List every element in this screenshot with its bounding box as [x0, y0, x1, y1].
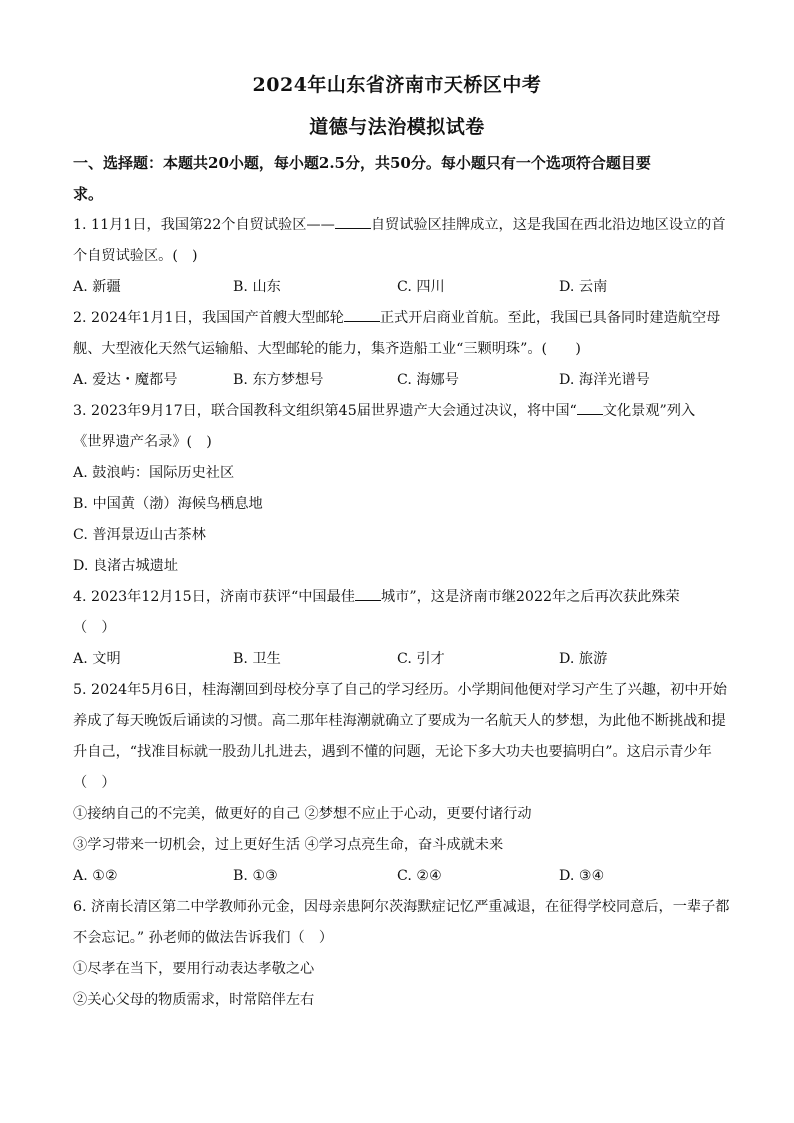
question-2-options: [73, 365, 733, 396]
option-c: C. 海娜号: [397, 372, 459, 388]
option-b: B. 卫生: [233, 651, 281, 667]
option-a: A. ①②: [73, 868, 118, 884]
question-5-line: 养成了每天晚饭后诵读的习惯。高二那年桂海潮就确立了要成为一名航天人的梦想，为此他不断挑战和提: [73, 713, 726, 729]
option-b: B. 中国黄（渤）海候鸟栖息地: [73, 496, 263, 512]
option-d: D. 旅游: [559, 651, 608, 667]
question-1-line: [73, 210, 733, 241]
question-5-line: 升自己，“找准目标就一股劲儿扎进去，遇到不懂的问题，无论下多大功夫也要搞明白”。这启示青少年: [73, 744, 712, 760]
question-6-line: 不会忘记。” 孙老师的做法告诉我们（ ）: [73, 930, 334, 946]
exam-title: 2024年山东省济南市天桥区中考: [252, 74, 542, 96]
question-5: [73, 675, 733, 861]
answer-blank: [577, 397, 603, 415]
question-6: [73, 892, 733, 1016]
question-text: 自贸试验区挂牌成立，这是我国在西北沿边地区设立的首: [370, 217, 726, 233]
question-4: [73, 582, 733, 644]
option-d: D. 海洋光谱号: [559, 372, 650, 388]
question-4-line: （ ）: [73, 620, 116, 636]
option-a: A. 爱达・魔都号: [73, 372, 178, 388]
question-5-line: 5. 2024年5月6日，桂海潮回到母校分享了自己的学习经历。小学期间他便对学习产生了兴趣，初中开始: [73, 682, 727, 698]
question-text: 城市”，这是济南市继2022年之后再次获此殊荣: [380, 589, 680, 605]
section-heading-line: 一、选择题：本题共20小题，每小题2.5分，共50分。每小题只有一个选项符合题目要: [73, 154, 651, 172]
statement-line: ①接纳自己的不完美，做更好的自己 ②梦想不应止于心动，更要付诸行动: [73, 806, 532, 822]
question-2-line: [73, 303, 733, 334]
statement-line: ②关心父母的物质需求，时常陪伴左右: [73, 992, 315, 1008]
option-c: C. 普洱景迈山古茶林: [73, 527, 206, 543]
question-text: 2. 2024年1月1日，我国国产首艘大型邮轮: [73, 310, 344, 326]
question-text: 正式开启商业首航。至此，我国已具备同时建造航空母: [379, 310, 721, 326]
question-1-line: 个自贸试验区。( ): [73, 248, 198, 264]
statement-line: ①尽孝在当下，要用行动表达孝敬之心: [73, 961, 315, 977]
statement-line: ③学习带来一切机会，过上更好生活 ④学习点亮生命，奋斗成就未来: [73, 837, 504, 853]
answer-blank: [335, 211, 371, 229]
question-3-line: [73, 396, 733, 427]
section-heading-line: 求。: [73, 185, 104, 203]
question-2: [73, 303, 733, 365]
option-c: C. 引才: [397, 651, 445, 667]
question-1-options: [73, 272, 733, 303]
option-d: D. ③④: [559, 868, 605, 884]
question-4-options: [73, 644, 733, 675]
option-a: A. 文明: [73, 651, 121, 667]
option-d: D. 良渚古城遗址: [73, 558, 179, 574]
option-d: D. 云南: [559, 279, 608, 295]
option-b: B. ①③: [233, 868, 278, 884]
question-1: [73, 210, 733, 272]
option-a: A. 鼓浪屿：国际历史社区: [73, 465, 235, 481]
exam-subtitle: 道德与法治模拟试卷: [309, 116, 485, 138]
option-b: B. 山东: [233, 279, 281, 295]
option-c: C. ②④: [397, 868, 442, 884]
question-2-line: 舰、大型液化天然气运输船、大型邮轮的能力，集齐造船工业“三颗明珠”。( ): [73, 341, 581, 357]
question-5-line: （ ）: [73, 775, 116, 791]
question-text: 文化景观”列入: [602, 403, 696, 419]
answer-blank: [344, 304, 380, 322]
question-3: [73, 396, 733, 458]
section-heading: [73, 148, 733, 210]
question-4-line: [73, 582, 733, 613]
question-3-line: 《世界遗产名录》( ): [73, 434, 212, 450]
question-text: 4. 2023年12月15日，济南市获评“中国最佳: [73, 589, 355, 605]
answer-blank: [355, 583, 381, 601]
question-6-line: 6. 济南长清区第二中学教师孙元金，因母亲患阿尔茨海默症记忆严重减退，在征得学校同意后，一辈子都: [73, 899, 730, 915]
option-a: A. 新疆: [73, 279, 121, 295]
question-text: 1. 11月1日，我国第22个自贸试验区——: [73, 217, 335, 233]
option-c: C. 四川: [397, 279, 445, 295]
option-b: B. 东方梦想号: [233, 372, 324, 388]
question-5-options: [73, 861, 733, 892]
question-text: 3. 2023年9月17日，联合国教科文组织第45届世界遗产大会通过决议，将中国“: [73, 403, 577, 419]
